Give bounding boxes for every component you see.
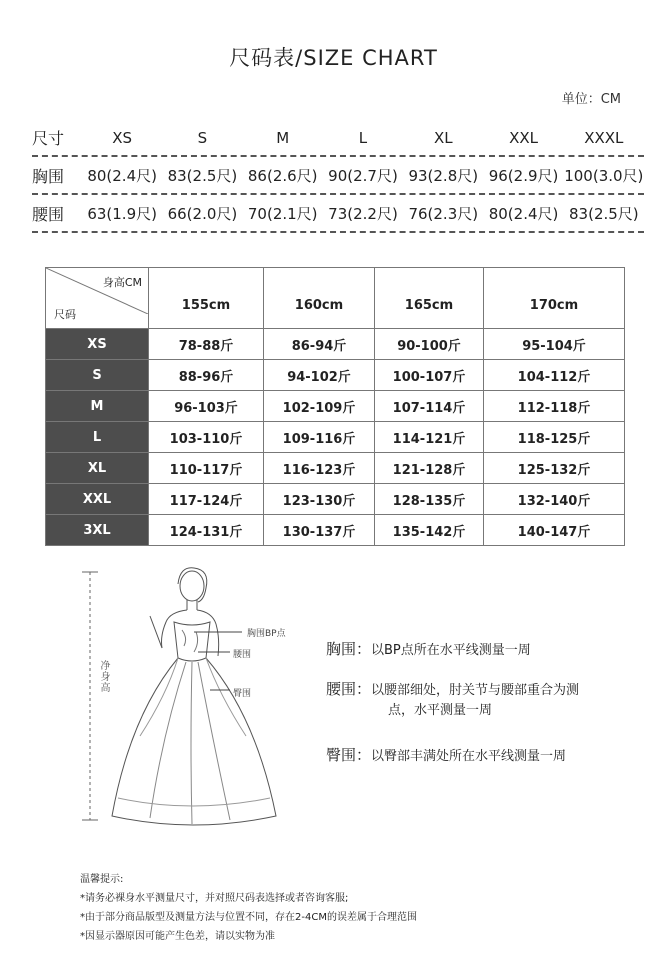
bust-value: 100(3.0尺): [564, 166, 644, 185]
hw-weight-cell: 124-131斤: [149, 515, 264, 546]
waist-label: 腰围: [32, 204, 65, 224]
waist-value: 80(2.4尺): [488, 204, 559, 223]
hw-weight-cell: 109-116斤: [264, 422, 375, 453]
size-chart-table: [32, 120, 644, 233]
net-height-label: 净身高: [98, 660, 109, 693]
size-header-xl: XL: [433, 128, 453, 147]
hw-header-height: 165cm: [375, 268, 484, 329]
size-header-xxl: XXL: [509, 128, 538, 147]
hw-weight-cell: 102-109斤: [264, 391, 375, 422]
unit-label: 单位：CM: [561, 92, 621, 107]
bust-value: 96(2.9尺): [488, 166, 559, 185]
tips-section: [80, 870, 417, 946]
size-header-row: [32, 120, 644, 155]
bust-value: 86(2.6尺): [247, 166, 318, 185]
size-header-s: S: [197, 128, 208, 147]
hw-weight-cell: 117-124斤: [149, 484, 264, 515]
hw-size-label: 3XL: [46, 515, 149, 546]
bust-value: 93(2.8尺): [408, 166, 479, 185]
waist-value: 83(2.5尺): [569, 204, 639, 223]
guide-waist-text-2: 点，水平测量一周: [388, 703, 493, 718]
hw-weight-cell: 88-96斤: [149, 360, 264, 391]
waist-value: 70(2.1尺): [247, 204, 318, 223]
hw-header-row: [46, 268, 625, 329]
guide-waist-label: 腰围：: [326, 680, 372, 698]
guide-hip: [326, 745, 566, 767]
size-header-l: L: [358, 128, 368, 147]
table-row: [46, 422, 625, 453]
height-weight-table: [45, 267, 625, 546]
hip-tag: 臀围: [233, 689, 252, 699]
hw-size-label: XS: [46, 329, 149, 360]
bust-point-tag: 胸围BP点: [247, 629, 286, 639]
hw-size-label: S: [46, 360, 149, 391]
bust-value: 80(2.4尺): [87, 166, 157, 185]
size-header-xxxl: XXXL: [584, 128, 624, 147]
hw-weight-cell: 114-121斤: [375, 422, 484, 453]
table-row: [46, 453, 625, 484]
table-row: [46, 484, 625, 515]
hw-weight-cell: 110-117斤: [149, 453, 264, 484]
hw-header-height: 160cm: [264, 268, 375, 329]
hw-header-height: 170cm: [484, 268, 625, 329]
hw-weight-cell: 140-147斤: [484, 515, 625, 546]
gown-illustration: [70, 566, 320, 830]
hw-weight-cell: 94-102斤: [264, 360, 375, 391]
page-title: 尺码表/SIZE CHART: [229, 46, 438, 70]
waist-row: [32, 195, 644, 231]
bust-row: [32, 157, 644, 193]
size-header-label: 尺寸: [32, 129, 65, 148]
guide-bust: [326, 639, 531, 661]
table-row: [46, 391, 625, 422]
hw-header-height: 155cm: [149, 268, 264, 329]
dashed-divider: [32, 231, 644, 233]
hw-weight-cell: 112-118斤: [484, 391, 625, 422]
bust-value: 90(2.7尺): [328, 166, 398, 185]
hw-weight-cell: 86-94斤: [264, 329, 375, 360]
hw-size-label: XXL: [46, 484, 149, 515]
hw-weight-cell: 90-100斤: [375, 329, 484, 360]
tips-heading: 温馨提示:: [80, 874, 124, 885]
height-measure-line: [82, 572, 98, 820]
hw-weight-cell: 100-107斤: [375, 360, 484, 391]
waist-value: 66(2.0尺): [167, 204, 238, 223]
hw-weight-cell: 128-135斤: [375, 484, 484, 515]
tip-item: *因显示器原因可能产生色差，请以实物为准: [80, 931, 275, 942]
waist-tag: 腰围: [233, 650, 252, 660]
hw-weight-cell: 78-88斤: [149, 329, 264, 360]
hw-weight-cell: 116-123斤: [264, 453, 375, 484]
hw-weight-cell: 132-140斤: [484, 484, 625, 515]
hw-weight-cell: 96-103斤: [149, 391, 264, 422]
waist-value: 63(1.9尺): [87, 204, 157, 223]
hw-corner-cell: [46, 268, 149, 329]
table-row: [46, 329, 625, 360]
waist-value: 73(2.2尺): [328, 204, 398, 223]
table-row: [46, 360, 625, 391]
hw-weight-cell: 103-110斤: [149, 422, 264, 453]
hw-weight-cell: 121-128斤: [375, 453, 484, 484]
guide-bust-text: 以BP点所在水平线测量一周: [371, 643, 531, 658]
waist-value: 76(2.3尺): [408, 204, 479, 223]
hw-weight-cell: 123-130斤: [264, 484, 375, 515]
hw-weight-cell: 135-142斤: [375, 515, 484, 546]
hw-size-label: L: [46, 422, 149, 453]
tip-item: *请务必裸身水平测量尺寸，并对照尺码表选择或者咨询客服;: [80, 893, 349, 904]
hw-weight-cell: 118-125斤: [484, 422, 625, 453]
tip-item: *由于部分商品版型及测量方法与位置不同，存在2-4CM的误差属于合理范围: [80, 912, 417, 923]
hw-weight-cell: 104-112斤: [484, 360, 625, 391]
hw-weight-cell: 125-132斤: [484, 453, 625, 484]
size-header-xs: XS: [112, 128, 133, 147]
hw-weight-cell: 95-104斤: [484, 329, 625, 360]
size-header-m: M: [276, 128, 290, 147]
table-row: [46, 515, 625, 546]
hw-weight-cell: 107-114斤: [375, 391, 484, 422]
guide-hip-label: 臀围：: [326, 746, 372, 764]
corner-size-label: 尺码: [54, 308, 76, 321]
figure-sketch: [112, 568, 276, 825]
hw-weight-cell: 130-137斤: [264, 515, 375, 546]
guide-bust-label: 胸围：: [326, 640, 372, 658]
hw-size-label: XL: [46, 453, 149, 484]
bust-value: 83(2.5尺): [167, 166, 238, 185]
guide-waist-text: 以腰部细处，肘关节与腰部重合为测: [371, 683, 580, 698]
guide-hip-text: 以臀部丰满处所在水平线测量一周: [371, 749, 567, 764]
hw-size-label: M: [46, 391, 149, 422]
corner-height-label: 身高CM: [102, 276, 142, 289]
bust-label: 胸围: [32, 166, 65, 186]
guide-waist: [326, 679, 579, 721]
